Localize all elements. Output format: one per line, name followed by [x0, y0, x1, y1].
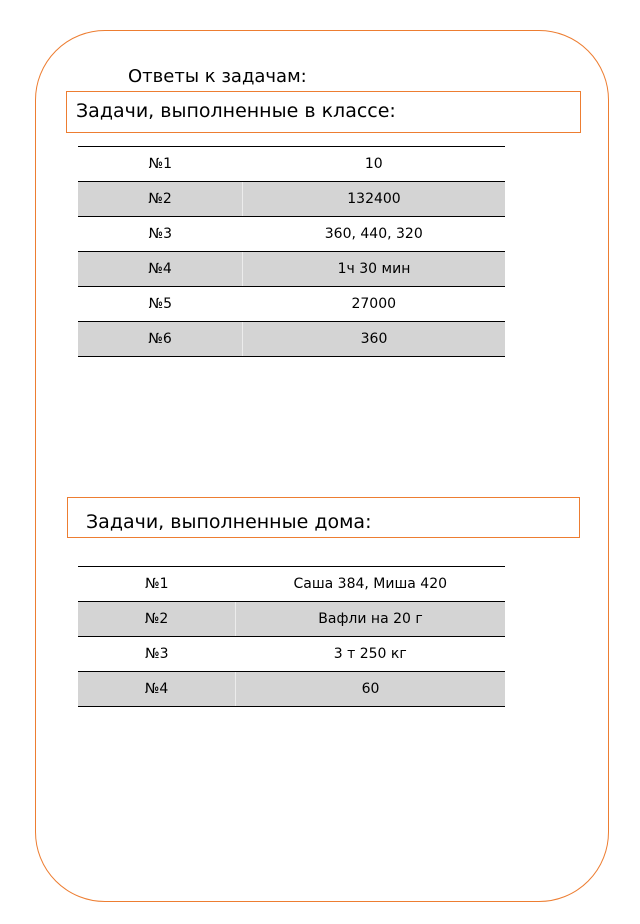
- table-row: [78, 322, 505, 357]
- class-section-title: Задачи, выполненные в классе:: [66, 91, 581, 133]
- page-title: Ответы к задачам:: [128, 66, 307, 87]
- table-row: [78, 672, 505, 707]
- task-answer: 360, 440, 320: [243, 217, 506, 252]
- task-answer: 60: [236, 672, 506, 707]
- task-number: №1: [78, 147, 243, 182]
- table-row: [78, 182, 505, 217]
- home-answers-table: [78, 566, 505, 707]
- task-number: №2: [78, 182, 243, 217]
- table-row: [78, 287, 505, 322]
- task-answer: 1ч 30 мин: [243, 252, 506, 287]
- task-answer: 360: [243, 322, 506, 357]
- task-answer: 3 т 250 кг: [236, 637, 506, 672]
- task-answer: Вафли на 20 г: [236, 602, 506, 637]
- table-row: [78, 252, 505, 287]
- table-row: [78, 602, 505, 637]
- class-answers-table: [78, 146, 505, 357]
- task-answer: 27000: [243, 287, 506, 322]
- table-row: [78, 217, 505, 252]
- task-number: №3: [78, 637, 236, 672]
- task-answer: Саша 384, Миша 420: [236, 567, 506, 602]
- task-number: №3: [78, 217, 243, 252]
- task-answer: 132400: [243, 182, 506, 217]
- task-number: №1: [78, 567, 236, 602]
- task-number: №6: [78, 322, 243, 357]
- table-row: [78, 147, 505, 182]
- task-answer: 10: [243, 147, 506, 182]
- table-row: [78, 637, 505, 672]
- task-number: №4: [78, 672, 236, 707]
- home-section-title: Задачи, выполненные дома:: [67, 497, 580, 538]
- table-row: [78, 567, 505, 602]
- task-number: №2: [78, 602, 236, 637]
- task-number: №5: [78, 287, 243, 322]
- task-number: №4: [78, 252, 243, 287]
